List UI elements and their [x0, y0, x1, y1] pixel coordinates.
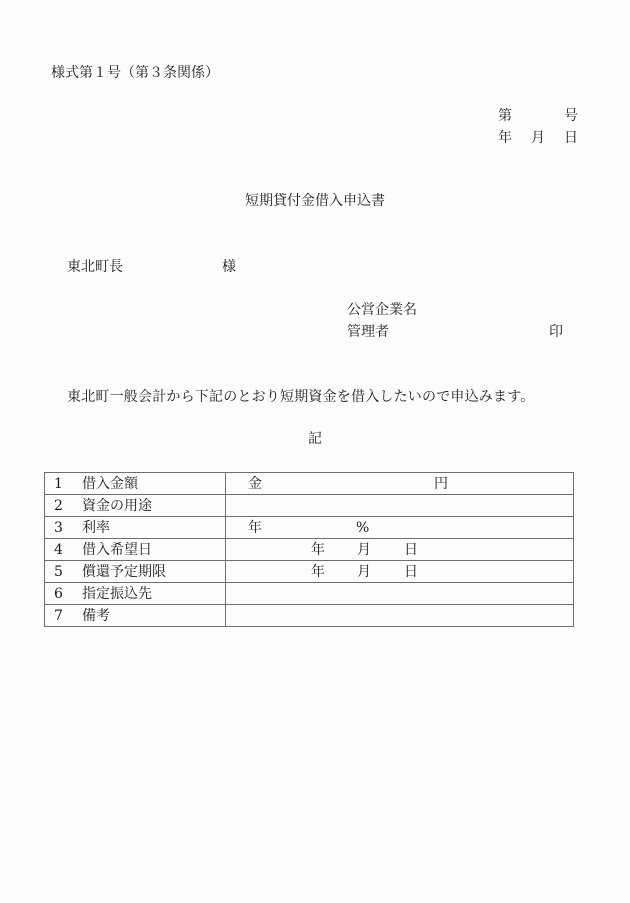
row-number: 4: [54, 542, 63, 558]
loan-details-table: [44, 472, 574, 627]
row-label-cell: [45, 517, 226, 539]
row-label: 備考: [82, 608, 110, 624]
table-row: [45, 583, 574, 605]
desired-borrow-date-field[interactable]: [226, 539, 574, 561]
date-day-label: 日: [404, 564, 418, 580]
table-row: [45, 539, 574, 561]
seal-label: 印: [549, 324, 563, 340]
table-row: [45, 605, 574, 627]
table-row: [45, 517, 574, 539]
rate-annual-label: 年: [248, 520, 262, 536]
table-row: [45, 473, 574, 495]
form-number: 様式第１号（第３条関係）: [51, 65, 219, 81]
repayment-deadline-field[interactable]: [226, 561, 574, 583]
row-label-cell: [45, 561, 226, 583]
fund-purpose-field[interactable]: [226, 495, 574, 517]
loan-amount-field[interactable]: [226, 473, 574, 495]
addressee-honorific: 様: [222, 259, 236, 275]
date-year-label: 年: [498, 130, 512, 146]
row-label: 利率: [82, 520, 110, 536]
amount-unit: 円: [434, 476, 448, 492]
document-title: 短期貸付金借入申込書: [245, 193, 385, 209]
row-label: 借入金額: [82, 476, 138, 492]
row-label-cell: [45, 539, 226, 561]
ki-heading: 記: [308, 431, 322, 447]
date-month-label: 月: [531, 130, 545, 146]
applicant-company-label: 公営企業名: [347, 302, 417, 318]
table-row: [45, 495, 574, 517]
remarks-field[interactable]: [226, 605, 574, 627]
row-label: 借入希望日: [82, 542, 152, 558]
addressee-name: 東北町長: [67, 259, 123, 275]
application-statement: 東北町一般会計から下記のとおり短期資金を借入したいので申込みます。: [67, 389, 535, 405]
row-label-cell: [45, 605, 226, 627]
row-label: 償還予定期限: [82, 564, 166, 580]
date-month-label: 月: [357, 564, 371, 580]
designated-transfer-account-field[interactable]: [226, 583, 574, 605]
applicant-manager-label: 管理者: [347, 324, 389, 340]
date-day-label: 日: [404, 542, 418, 558]
row-label-cell: [45, 473, 226, 495]
row-label: 資金の用途: [82, 498, 152, 514]
rate-percent-sign: %: [356, 520, 370, 536]
row-label-cell: [45, 495, 226, 517]
table-row: [45, 561, 574, 583]
date-day-label: 日: [564, 130, 578, 146]
document-date-line: [498, 131, 578, 145]
row-number: 3: [54, 520, 63, 536]
row-number: 7: [54, 608, 63, 624]
interest-rate-field[interactable]: [226, 517, 574, 539]
row-number: 1: [54, 476, 63, 492]
row-number: 6: [54, 586, 63, 602]
document-number-prefix: 第: [498, 108, 512, 124]
amount-prefix: 金: [248, 476, 262, 492]
row-number: 2: [54, 498, 63, 514]
document-number-suffix: 号: [564, 108, 578, 124]
date-year-label: 年: [311, 542, 325, 558]
date-year-label: 年: [311, 564, 325, 580]
date-month-label: 月: [357, 542, 371, 558]
row-label-cell: [45, 583, 226, 605]
row-number: 5: [54, 564, 63, 580]
document-number-line: [498, 109, 578, 123]
row-label: 指定振込先: [82, 586, 152, 602]
